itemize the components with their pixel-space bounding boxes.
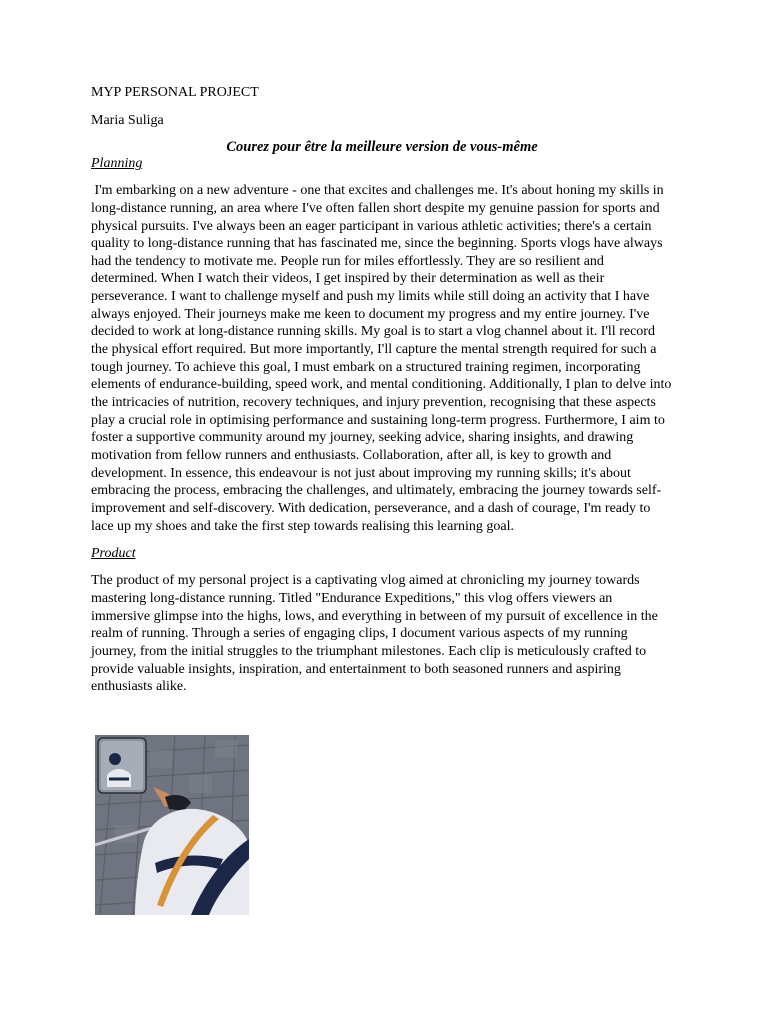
- product-heading: Product: [91, 546, 136, 562]
- product-paragraph: The product of my personal project is a captivating vlog aimed at chronicling my journey towards mastering long-distance running. Titled "Endurance Expeditions," this vlog offers viewers an immersive glimpse into the highs, lows, and everything in between of my pursuit of excellence in the realm of running. Through a series of engaging clips, I document various aspects of my running journey, from the initial struggles to the triumphant milestones. Each clip is meticulously crafted to provide valuable insights, inspiration, and entertainment to both seasoned runners and aspiring enthusiasts alike.: [91, 573, 658, 695]
- document-subtitle: Courez pour être la meilleure version de vous-même: [226, 139, 538, 156]
- planning-paragraph: I'm embarking on a new adventure - one that excites and challenges me. It's about honing my skills in long-distance running, an area where I've often fallen short despite my genuine passion for sports and physical pursuits. I've always been an eager participant in various athletic activities; there's a certain quality to long-distance running that has fascinated me, since the beginning. Sports vlogs have always had the tendency to motivate me. People run for miles effortlessly. They are so resilient and determined. When I watch their videos, I get inspired by their determination as well as their perseverance. I want to challenge myself and push my limits while still doing an activity that I have always enjoyed. Their journeys make me keen to document my progress and my entire journey. I've decided to work at long-distance running skills. My goal is to start a vlog channel about it. I'll record the physical effort required. But more importantly, I'll capture the mental strength required for such a tough journey. To achieve this goal, I must embark on a structured training regimen, incorporating elements of endurance-building, speed work, and mental conditioning. Additionally, I plan to delve into the intricacies of nutrition, recovery techniques, and injury prevention, recognising that these aspects play a crucial role in optimising performance and sustaining long-term progress. Furthermore, I aim to foster a supportive community around my journey, seeking advice, sharing insights, and drawing motivation from fellow runners and enthusiasts. Collaboration, after all, is key to growth and development. In essence, this endeavour is not just about improving my running skills; it's about embracing the process, embracing the challenges, and ultimately, embracing the journey towards self-improvement and self-discovery. With dedication, perseverance, and a dash of courage, I'm ready to lace up my shoes and take the first step towards realising this learning goal.: [91, 183, 675, 534]
- running-vlog-photo: [95, 735, 249, 915]
- planning-heading: Planning: [91, 156, 143, 172]
- document-header-title: MYP PERSONAL PROJECT: [91, 85, 259, 100]
- document-page: [91, 84, 673, 696]
- author-name: Maria Suliga: [91, 112, 164, 128]
